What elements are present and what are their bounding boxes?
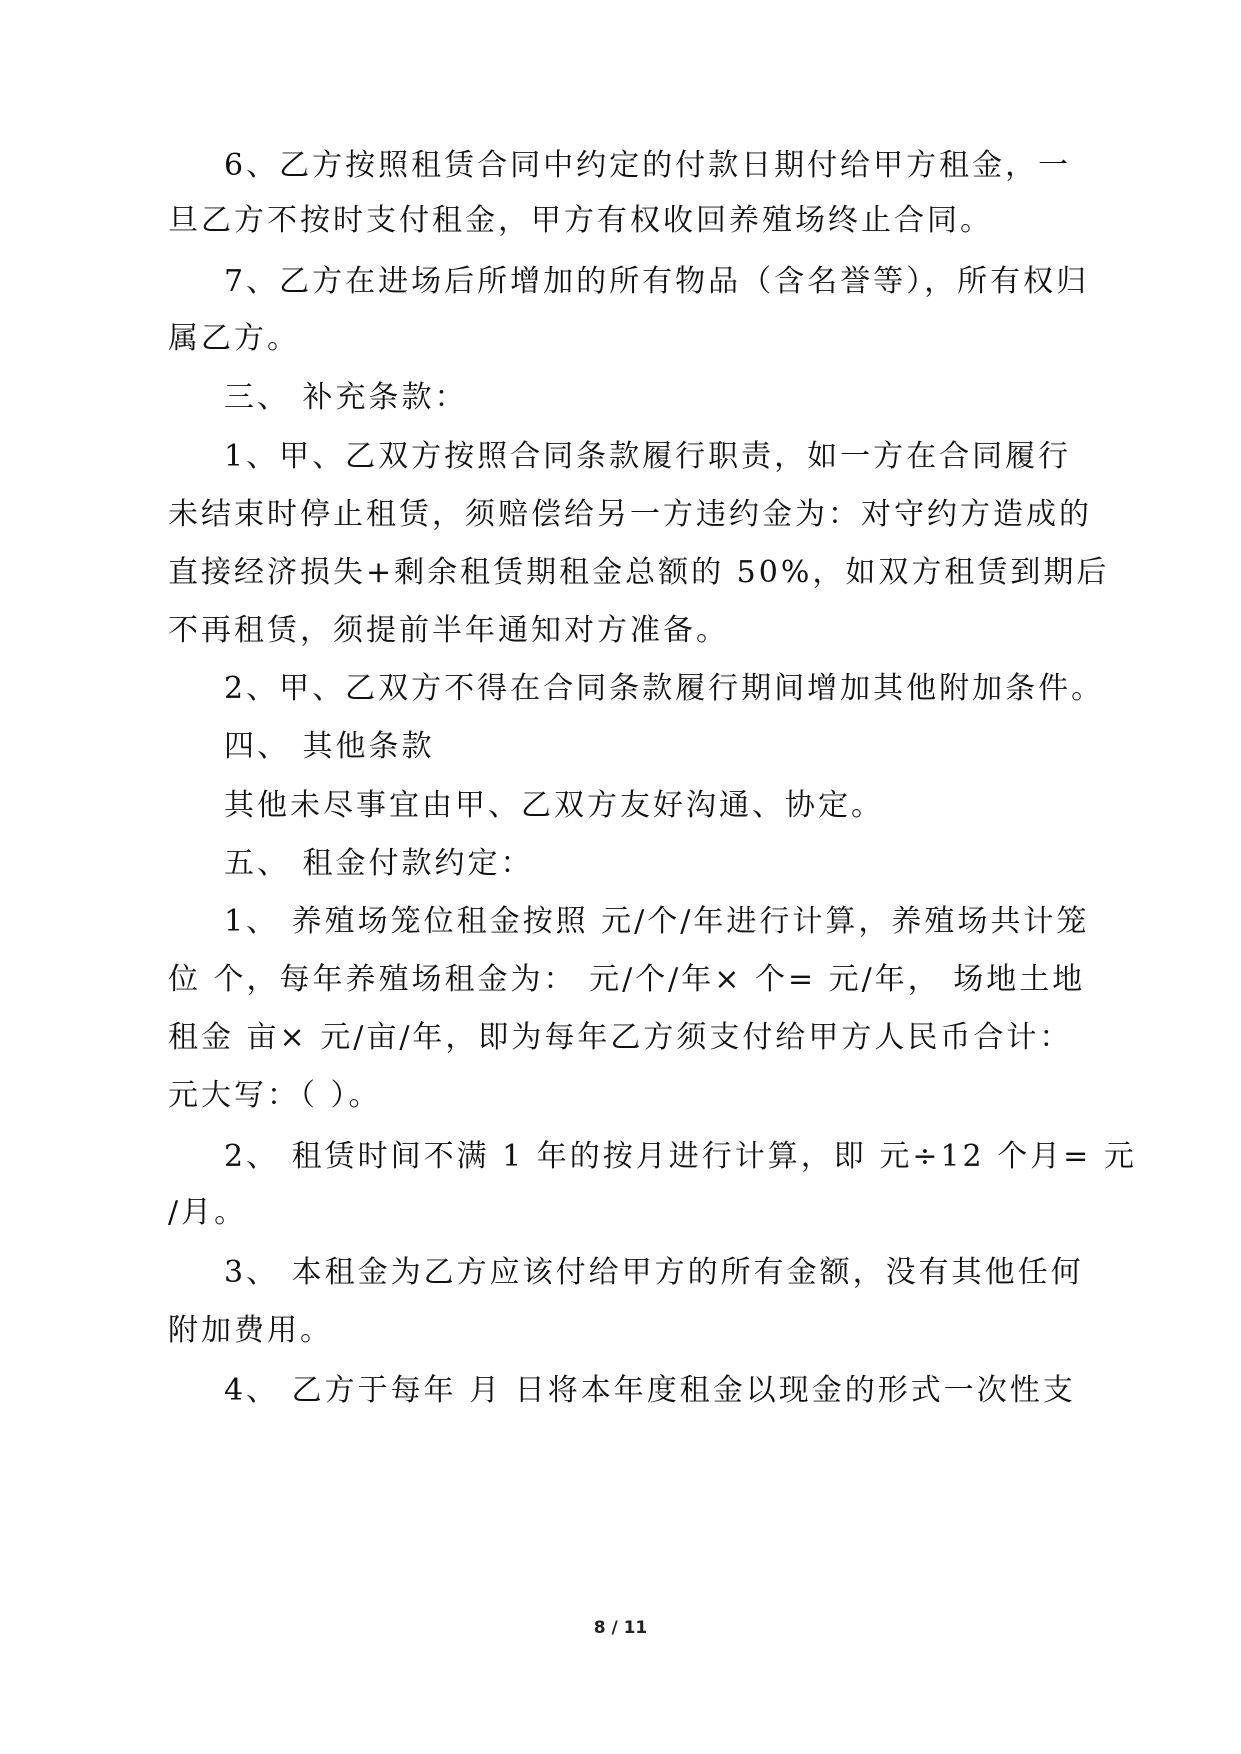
text-line: 不再租赁，须提前半年通知对方准备。	[168, 613, 729, 648]
text-line: 元大写：（ ）。	[168, 1078, 382, 1113]
text-line: 4、 乙方于每年 月 日将本年度租金以现金的形式一次性支	[224, 1373, 1076, 1408]
text-line: 1、甲、乙双方按照合同条款履行职责，如一方在合同履行	[224, 439, 1072, 474]
text-line: 7、乙方在进场后所增加的所有物品（含名誉等），所有权归	[224, 264, 1090, 299]
text-line: 1、 养殖场笼位租金按照 元/个/年进行计算，养殖场共计笼	[224, 904, 1090, 939]
section-heading: 三、 补充条款：	[224, 380, 468, 415]
text-line: 位 个，每年养殖场租金为： 元/个/年× 个= 元/年， 场地土地	[168, 962, 1086, 997]
text-line: 其他未尽事宜由甲、乙双方友好沟通、协定。	[224, 788, 884, 823]
text-line: 2、甲、乙双方不得在合同条款履行期间增加其他附加条件。	[224, 671, 1105, 706]
text-line: 直接经济损失+剩余租赁期租金总额的 50%，如双方租赁到期后	[168, 555, 1110, 590]
text-line: /月。	[168, 1195, 248, 1230]
text-line: 3、 本租金为乙方应该付给甲方的所有金额，没有其他任何	[224, 1255, 1084, 1290]
text-line: 属乙方。	[168, 321, 300, 356]
text-line: 2、 租赁时间不满 1 年的按月进行计算，即 元÷12 个月= 元	[224, 1139, 1137, 1174]
text-line: 旦乙方不按时支付租金，甲方有权收回养殖场终止合同。	[168, 203, 993, 238]
section-heading: 五、 租金付款约定：	[224, 846, 534, 881]
section-heading: 四、 其他条款	[224, 729, 435, 764]
text-line: 未结束时停止租赁，须赔偿给另一方违约金为：对守约方造成的	[168, 497, 1092, 532]
text-line: 租金 亩× 元/亩/年，即为每年乙方须支付给甲方人民币合计：	[168, 1020, 1073, 1055]
page-number: 8 / 11	[593, 1618, 648, 1638]
text-line: 附加费用。	[168, 1313, 333, 1348]
text-line: 6、乙方按照租赁合同中约定的付款日期付给甲方租金，一	[224, 148, 1072, 183]
